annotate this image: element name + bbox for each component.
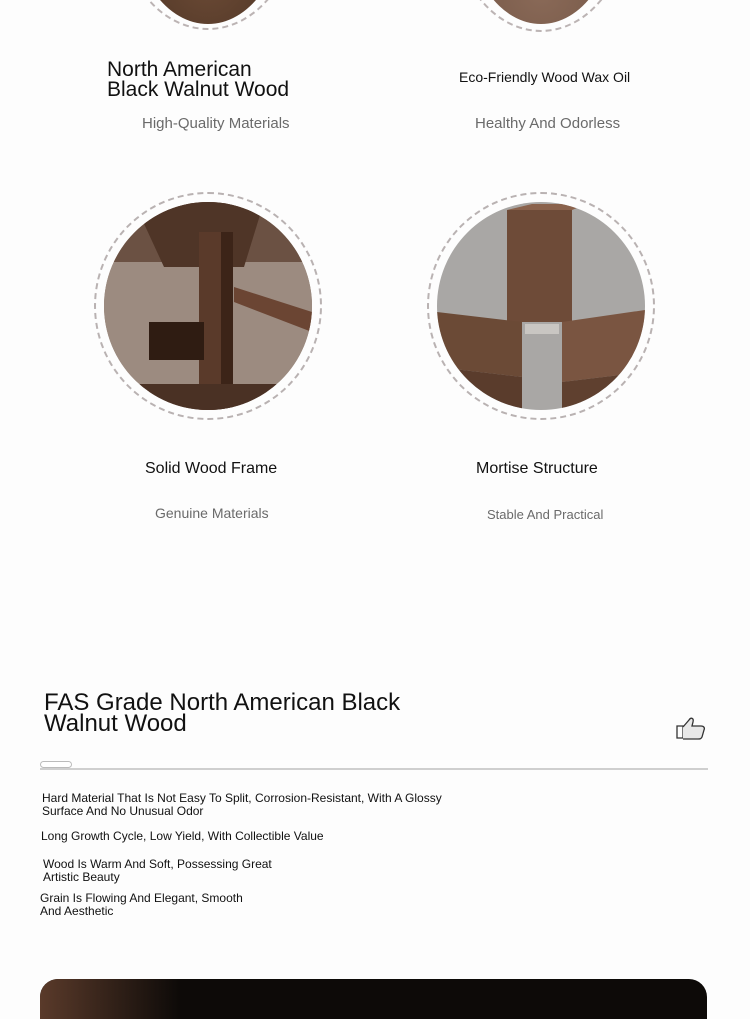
- point-hard-material: [42, 792, 442, 818]
- point-line: And Aesthetic: [40, 904, 114, 918]
- point-grain: [40, 892, 243, 918]
- section-title: [44, 689, 464, 737]
- divider-pill: [40, 761, 72, 768]
- feature-subtitle-walnut: High-Quality Materials: [142, 115, 290, 132]
- walnut-wood-photo-partial: [120, 0, 296, 32]
- point-line: Long Growth Cycle, Low Yield, With Collectible Value: [41, 829, 324, 843]
- feature-subtitle-mortise: Stable And Practical: [487, 507, 604, 522]
- point-warm-soft: [43, 858, 272, 884]
- point-line: Surface And No Unusual Odor: [42, 804, 204, 818]
- feature-subtitle-wax-oil: Healthy And Odorless: [475, 115, 621, 132]
- point-line: Hard Material That Is Not Easy To Split, Corrosion-Resistant, With A Glossy: [42, 791, 442, 805]
- feature-title-mortise: Mortise Structure: [476, 460, 598, 477]
- thumbs-up-icon: [674, 715, 708, 741]
- solid-wood-frame-image: [104, 202, 312, 410]
- bottom-banner-image: [40, 979, 707, 1019]
- point-line: Artistic Beauty: [43, 870, 120, 884]
- wax-oil-photo-partial: [452, 0, 630, 34]
- point-line: Grain Is Flowing And Elegant, Smooth: [40, 891, 243, 905]
- feature-title-solid-frame: Solid Wood Frame: [145, 460, 278, 477]
- mortise-structure-image: [437, 202, 645, 410]
- point-growth-cycle: [41, 830, 324, 843]
- feature-title-walnut-line2: Black Walnut Wood: [107, 78, 290, 101]
- feature-title-walnut: [107, 60, 289, 100]
- section-title-line2: Walnut Wood: [44, 710, 187, 737]
- point-line: Wood Is Warm And Soft, Possessing Great: [43, 857, 272, 871]
- feature-subtitle-solid-frame: Genuine Materials: [155, 505, 269, 521]
- section-title-line1: FAS Grade North American Black: [44, 689, 401, 716]
- feature-title-walnut-line1: North American: [107, 58, 252, 81]
- solid-wood-frame-photo: [94, 192, 322, 420]
- divider-line: [40, 768, 708, 770]
- feature-title-wax-oil: Eco-Friendly Wood Wax Oil: [459, 69, 631, 85]
- mortise-structure-photo: [427, 192, 655, 420]
